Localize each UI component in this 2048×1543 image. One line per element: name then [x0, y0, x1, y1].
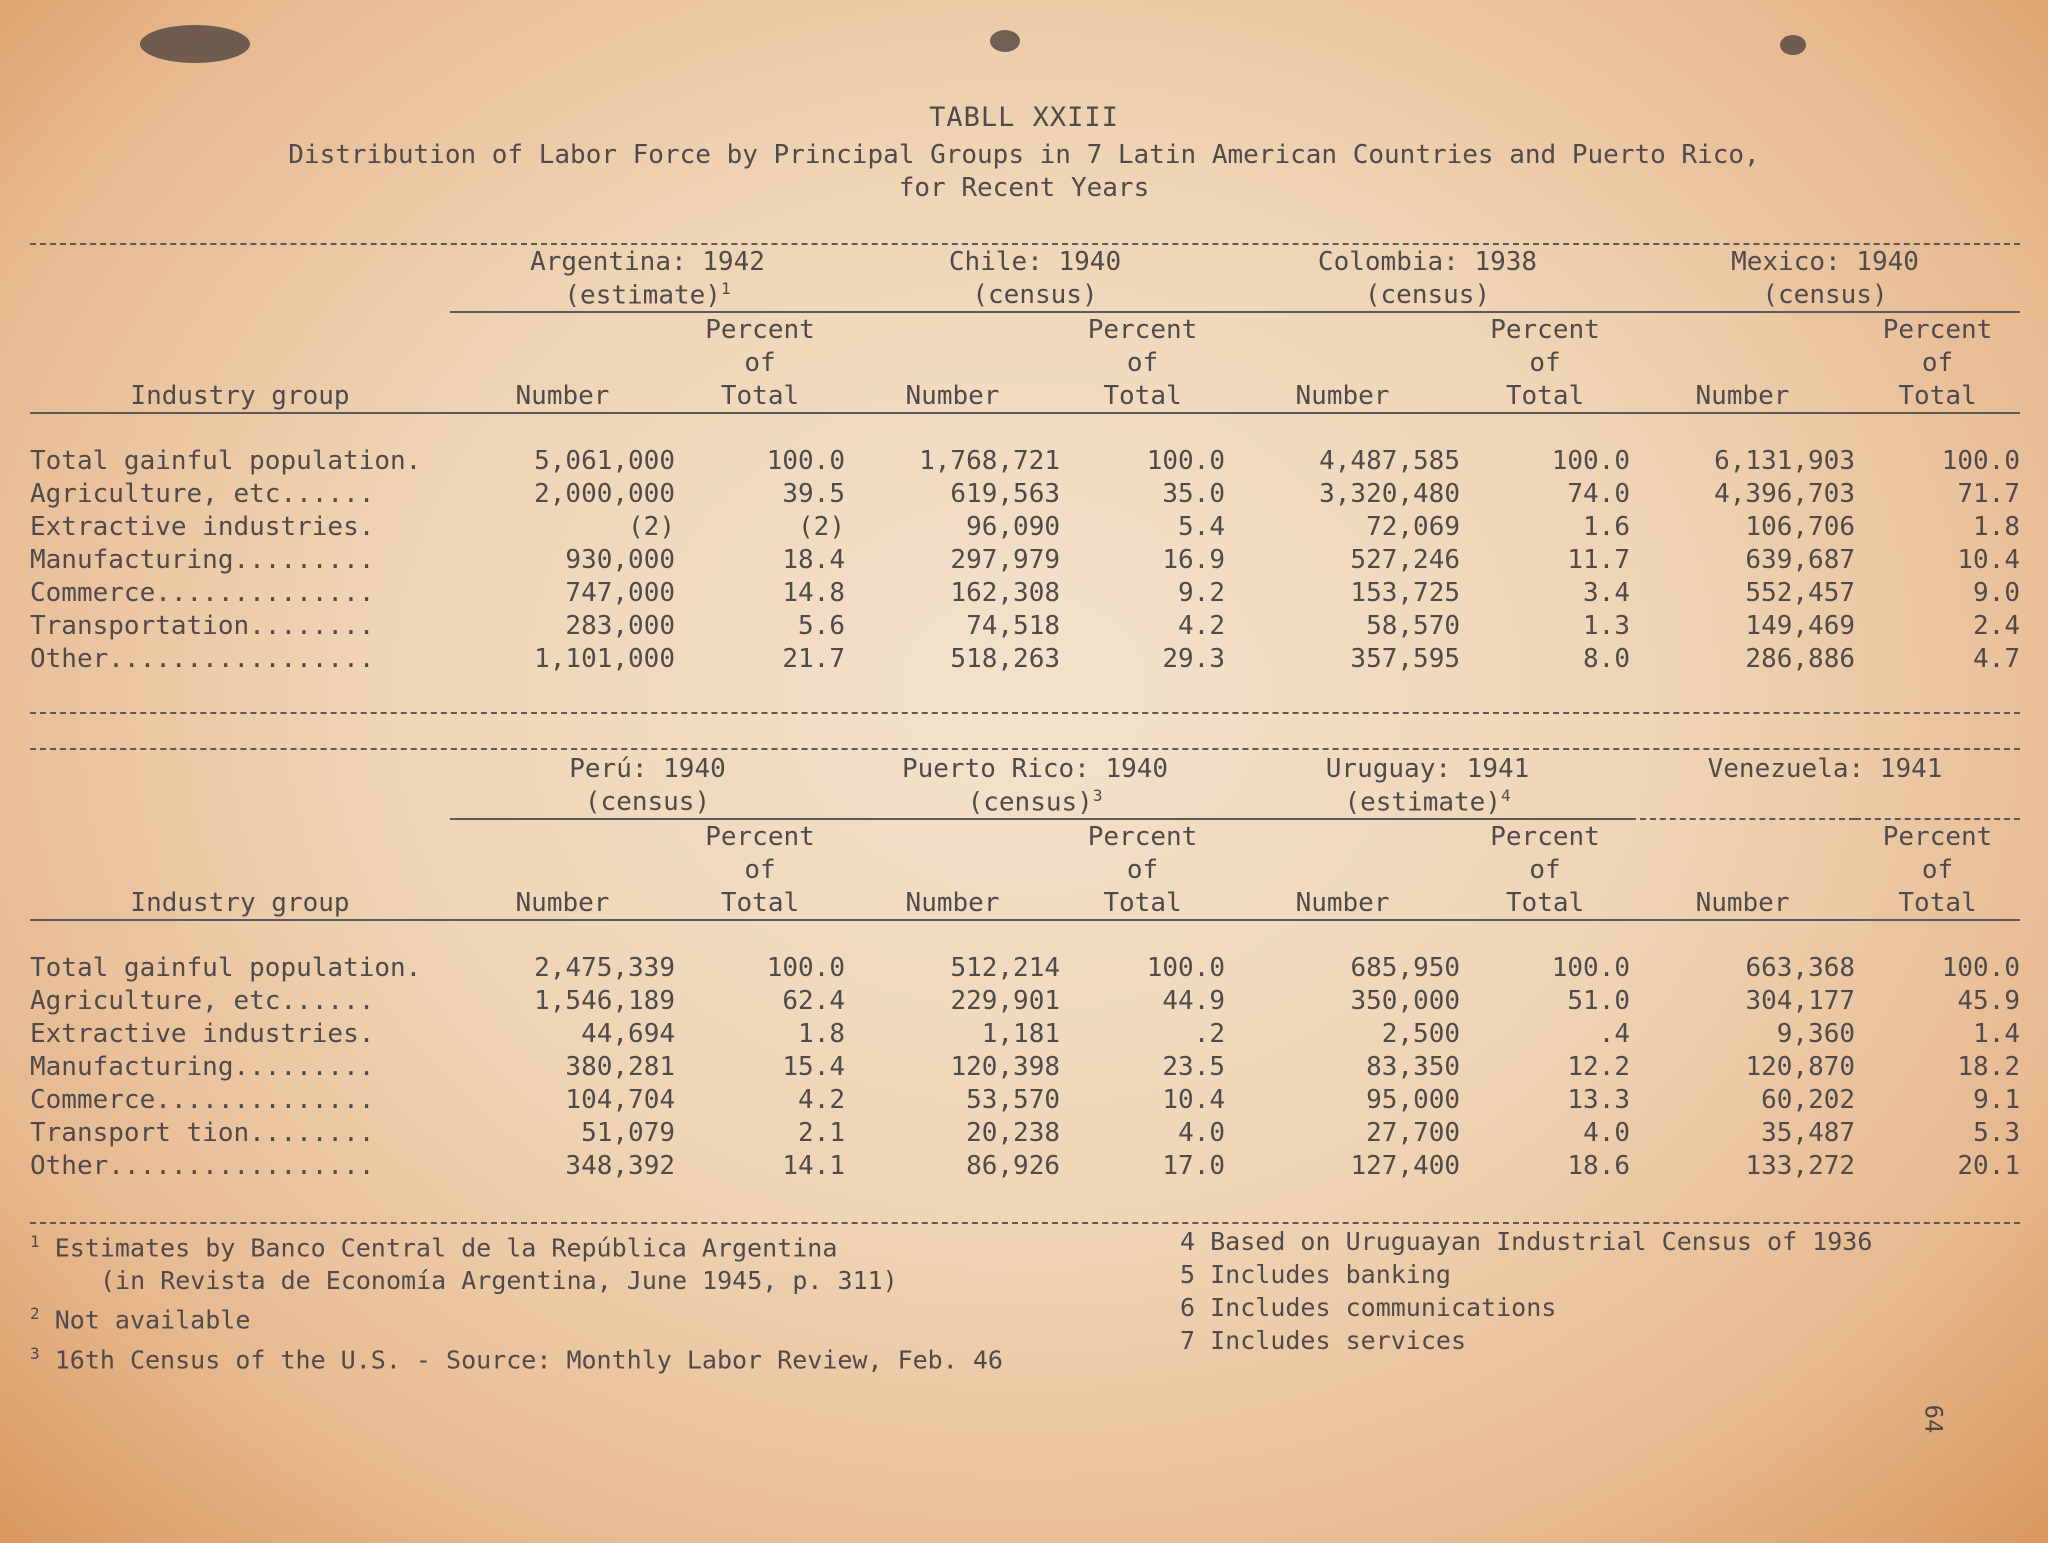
table-title-line2: for Recent Years — [898, 173, 1150, 203]
number-cell: 1,546,189 — [534, 985, 675, 1016]
total-header: Total — [1855, 379, 2020, 413]
percent-cell: 51.0 — [1567, 985, 1631, 1016]
number-cell: 120,398 — [950, 1051, 1061, 1082]
footnote: 7 Includes services — [1180, 1326, 1466, 1355]
of-label: of — [1126, 347, 1159, 378]
percent-cell: 18.4 — [782, 544, 845, 575]
percent-cell: 1.4 — [1973, 1018, 2021, 1049]
industry-label: Agriculture, etc...... — [30, 985, 375, 1016]
percent-label: Percent — [1490, 314, 1600, 345]
number-cell: 51,079 — [581, 1117, 675, 1148]
number-cell: 60,202 — [1761, 1084, 1856, 1115]
percent-cell: 4.2 — [1178, 610, 1225, 641]
number-header: Number — [1225, 379, 1460, 413]
number-cell: 229,901 — [950, 985, 1061, 1016]
number-header: Number — [1630, 379, 1855, 413]
percent-cell: 20.1 — [1957, 1150, 2021, 1181]
footnote: $^2$ Not available — [30, 1304, 251, 1335]
table-row — [30, 1149, 2020, 1182]
industry-label: Other................. — [30, 643, 375, 674]
number-cell: 663,368 — [1745, 952, 1856, 983]
percent-label: Percent — [1882, 821, 1993, 852]
percent-cell: 14.1 — [782, 1150, 846, 1181]
percent-cell: 2.1 — [798, 1117, 846, 1148]
percent-cell: 39.5 — [782, 478, 845, 509]
number-cell: 6,131,903 — [1714, 445, 1855, 476]
number-cell: 104,704 — [565, 1084, 675, 1115]
number-cell: 2,500 — [1381, 1018, 1461, 1049]
percent-cell: 10.4 — [1957, 544, 2020, 575]
number-cell: 3,320,480 — [1319, 478, 1460, 509]
percent-cell: 10.4 — [1162, 1084, 1226, 1115]
percent-cell: 45.9 — [1957, 985, 2021, 1016]
number-cell: 96,090 — [966, 511, 1060, 542]
table2-country-2: Puerto Rico: 1940 — [901, 753, 1169, 784]
table-row — [30, 444, 2020, 477]
percent-cell: 4.2 — [798, 1084, 846, 1115]
percent-cell: 1.3 — [1583, 610, 1630, 641]
table1-country-1: Argentina: 1942 — [530, 246, 765, 277]
number-cell: 2,000,000 — [534, 478, 675, 509]
table2-source-1: (census) — [450, 785, 845, 819]
number-cell: 357,595 — [1350, 643, 1460, 674]
footnotes-left — [30, 1225, 1003, 1376]
total-header: Total — [1460, 886, 1630, 920]
footnotes-right — [1180, 1225, 1872, 1357]
number-cell: 283,000 — [565, 610, 675, 641]
number-cell: 4,487,585 — [1319, 445, 1460, 476]
percent-cell: 1.8 — [798, 1018, 846, 1049]
number-cell: 639,687 — [1745, 544, 1855, 575]
number-cell: 527,246 — [1350, 544, 1460, 575]
table-row — [30, 510, 2020, 543]
percent-cell: 3.4 — [1583, 577, 1630, 608]
of-label: of — [1529, 347, 1561, 378]
table1-bottom-rule — [30, 712, 2020, 714]
industry-label: Commerce.............. — [30, 1084, 375, 1115]
industry-label: Agriculture, etc...... — [30, 478, 375, 509]
number-cell: 348,392 — [565, 1150, 675, 1181]
footnote: $^1$ Estimates by Banco Central de la República Argentina — [30, 1232, 838, 1263]
number-cell: 20,238 — [966, 1117, 1061, 1148]
percent-cell: 5.3 — [1973, 1117, 2021, 1148]
punch-hole-right — [1780, 35, 1806, 55]
percent-cell: (2) — [798, 511, 845, 542]
percent-cell: 11.7 — [1567, 544, 1630, 575]
number-cell: 127,400 — [1350, 1150, 1461, 1181]
number-cell: 35,487 — [1761, 1117, 1856, 1148]
percent-label: Percent — [1087, 314, 1198, 345]
table-row — [30, 984, 2020, 1017]
of-label: of — [1126, 854, 1159, 885]
percent-label: Percent — [705, 314, 815, 345]
number-cell: 286,886 — [1745, 643, 1855, 674]
number-cell: 1,181 — [981, 1018, 1061, 1049]
percent-cell: 16.9 — [1162, 544, 1225, 575]
industry-label: Other................. — [30, 1150, 375, 1181]
number-cell: 5,061,000 — [534, 445, 675, 476]
percent-cell: 100.0 — [766, 445, 845, 476]
percent-cell: 17.0 — [1162, 1150, 1226, 1181]
table2-source-3: (estimate)$^4$ — [1225, 785, 1630, 819]
footnote: 6 Includes communications — [1180, 1293, 1557, 1322]
table-row — [30, 477, 2020, 510]
number-cell: 2,475,339 — [534, 952, 675, 983]
percent-cell: 62.4 — [782, 985, 846, 1016]
footnote: $^3$ 16th Census of the U.S. - Source: Monthly Labor Review, Feb. 46 — [30, 1343, 1003, 1374]
page-number: 64 — [1919, 1404, 1948, 1434]
industry-label: Transport tion........ — [30, 1117, 375, 1148]
table-row — [30, 543, 2020, 576]
number-cell: 552,457 — [1745, 577, 1855, 608]
table1-country-3: Colombia: 1938 — [1317, 246, 1538, 277]
number-cell: 518,263 — [950, 643, 1060, 674]
number-cell: 72,069 — [1366, 511, 1460, 542]
total-header: Total — [1855, 886, 2020, 920]
percent-cell: 74.0 — [1567, 478, 1630, 509]
percent-cell: 13.3 — [1567, 1084, 1631, 1115]
number-cell: 120,870 — [1745, 1051, 1856, 1082]
number-cell: 95,000 — [1366, 1084, 1461, 1115]
punch-hole-left — [140, 25, 250, 63]
number-cell: 930,000 — [565, 544, 675, 575]
table-row — [30, 951, 2020, 984]
table-row — [30, 576, 2020, 609]
industry-label: Transportation........ — [30, 610, 375, 641]
percent-label: Percent — [1490, 821, 1600, 852]
number-header: Number — [1225, 886, 1460, 920]
percent-cell: 29.3 — [1162, 643, 1225, 674]
percent-cell: 8.0 — [1583, 643, 1630, 674]
table-row — [30, 1050, 2020, 1083]
percent-cell: 5.4 — [1178, 511, 1225, 542]
number-cell: 685,950 — [1350, 952, 1461, 983]
number-cell: 304,177 — [1745, 985, 1856, 1016]
total-header: Total — [1460, 379, 1630, 413]
footnote: (in Revista de Economía Argentina, June 1945, p. 311) — [100, 1266, 898, 1296]
percent-cell: 100.0 — [766, 952, 846, 983]
table1-source-4: (census) — [1630, 278, 2020, 312]
punch-hole-center — [990, 30, 1020, 52]
number-cell: 1,101,000 — [534, 643, 675, 674]
table2-bottom-rule — [30, 1222, 2020, 1224]
industry-label: Total gainful population. — [30, 952, 422, 983]
industry-label: Manufacturing......... — [30, 544, 375, 575]
table1-country-2: Chile: 1940 — [948, 246, 1122, 277]
total-header: Total — [1060, 379, 1225, 413]
percent-cell: 35.0 — [1162, 478, 1225, 509]
number-cell: 512,214 — [950, 952, 1061, 983]
percent-cell: 71.7 — [1957, 478, 2020, 509]
total-header: Total — [675, 379, 845, 413]
number-header: Number — [450, 379, 675, 413]
number-cell: 53,570 — [966, 1084, 1061, 1115]
percent-cell: 5.6 — [798, 610, 845, 641]
total-header: Total — [1060, 886, 1225, 920]
number-cell: 619,563 — [950, 478, 1060, 509]
table-title-line1: Distribution of Labor Force by Principal Groups in 7 Latin American Countries and Puerto Rico, — [288, 140, 1760, 170]
percent-cell: 18.6 — [1567, 1150, 1631, 1181]
number-cell: 297,979 — [950, 544, 1060, 575]
industry-group-header: Industry group — [30, 379, 450, 413]
industry-group-header: Industry group — [30, 886, 450, 920]
of-label: of — [744, 854, 776, 885]
number-cell: 9,360 — [1776, 1018, 1856, 1049]
percent-cell: 9.0 — [1973, 577, 2020, 608]
percent-cell: 1.6 — [1583, 511, 1630, 542]
number-cell: 153,725 — [1350, 577, 1460, 608]
total-header: Total — [675, 886, 845, 920]
number-header: Number — [845, 886, 1060, 920]
number-cell: 4,396,703 — [1714, 478, 1855, 509]
table2-country-4: Venezuela: 1941 — [1707, 753, 1943, 784]
percent-cell: 18.2 — [1957, 1051, 2021, 1082]
table2-body — [30, 951, 2020, 1182]
number-header: Number — [1630, 886, 1855, 920]
table2-country-3: Uruguay: 1941 — [1325, 753, 1530, 784]
table-row — [30, 1017, 2020, 1050]
number-cell: 106,706 — [1745, 511, 1855, 542]
percent-label: Percent — [705, 821, 815, 852]
industry-label: Extractive industries. — [30, 511, 375, 542]
number-cell: 27,700 — [1366, 1117, 1461, 1148]
table2-top-rule — [30, 748, 2020, 750]
footnote: 4 Based on Uruguayan Industrial Census of 1936 — [1180, 1227, 1873, 1256]
percent-cell: 100.0 — [1551, 952, 1631, 983]
industry-label: Manufacturing......... — [30, 1051, 375, 1082]
number-cell: 74,518 — [966, 610, 1060, 641]
number-cell: 86,926 — [966, 1150, 1061, 1181]
percent-cell: 12.2 — [1567, 1051, 1631, 1082]
table2 — [30, 752, 2020, 1182]
of-label: of — [1921, 854, 1954, 885]
number-cell: 162,308 — [950, 577, 1060, 608]
percent-cell: 14.8 — [782, 577, 845, 608]
industry-label: Commerce.............. — [30, 577, 375, 608]
number-header: Number — [845, 379, 1060, 413]
number-cell: 380,281 — [565, 1051, 675, 1082]
industry-label: Total gainful population. — [30, 445, 422, 476]
number-cell: 149,469 — [1745, 610, 1855, 641]
number-cell: 44,694 — [581, 1018, 675, 1049]
number-cell: (2) — [628, 511, 675, 542]
table1-source-1: (estimate)$^1$ — [450, 278, 845, 312]
percent-cell: 100.0 — [1941, 952, 2021, 983]
table2-source-4 — [1630, 785, 2020, 819]
table2-country-1: Perú: 1940 — [569, 753, 726, 784]
number-cell: 83,350 — [1366, 1051, 1461, 1082]
table-row — [30, 642, 2020, 675]
percent-cell: 100.0 — [1146, 445, 1225, 476]
table1-source-3: (census) — [1225, 278, 1630, 312]
number-cell: 133,272 — [1745, 1150, 1856, 1181]
percent-cell: 4.0 — [1178, 1117, 1226, 1148]
number-cell: 747,000 — [565, 577, 675, 608]
percent-cell: .2 — [1193, 1018, 1226, 1049]
percent-cell: 100.0 — [1941, 445, 2020, 476]
percent-cell: 23.5 — [1162, 1051, 1226, 1082]
table2-source-2: (census)$^3$ — [845, 785, 1225, 819]
percent-cell: .4 — [1598, 1018, 1631, 1049]
percent-cell: 100.0 — [1146, 952, 1226, 983]
percent-cell: 4.0 — [1583, 1117, 1631, 1148]
percent-cell: 44.9 — [1162, 985, 1226, 1016]
percent-cell: 100.0 — [1551, 445, 1630, 476]
of-label: of — [744, 347, 776, 378]
percent-cell: 4.7 — [1973, 643, 2020, 674]
table1-body — [30, 444, 2020, 675]
percent-cell: 1.8 — [1973, 511, 2020, 542]
table-row — [30, 609, 2020, 642]
percent-label: Percent — [1882, 314, 1993, 345]
number-header: Number — [450, 886, 675, 920]
percent-label: Percent — [1087, 821, 1198, 852]
footnote: 5 Includes banking — [1180, 1260, 1451, 1289]
table1-source-2: (census) — [845, 278, 1225, 312]
table1 — [30, 245, 2020, 695]
table-row — [30, 1116, 2020, 1149]
percent-cell: 2.4 — [1973, 610, 2020, 641]
number-cell: 58,570 — [1366, 610, 1460, 641]
percent-cell: 21.7 — [782, 643, 845, 674]
of-label: of — [1529, 854, 1561, 885]
industry-label: Extractive industries. — [30, 1018, 375, 1049]
percent-cell: 9.1 — [1973, 1084, 2021, 1115]
number-cell: 1,768,721 — [919, 445, 1060, 476]
percent-cell: 15.4 — [782, 1051, 846, 1082]
table-number: TABLL XXIII — [929, 102, 1119, 133]
table1-country-4: Mexico: 1940 — [1731, 246, 1919, 277]
percent-cell: 9.2 — [1178, 577, 1225, 608]
number-cell: 350,000 — [1350, 985, 1461, 1016]
of-label: of — [1921, 347, 1954, 378]
table-row — [30, 1083, 2020, 1116]
